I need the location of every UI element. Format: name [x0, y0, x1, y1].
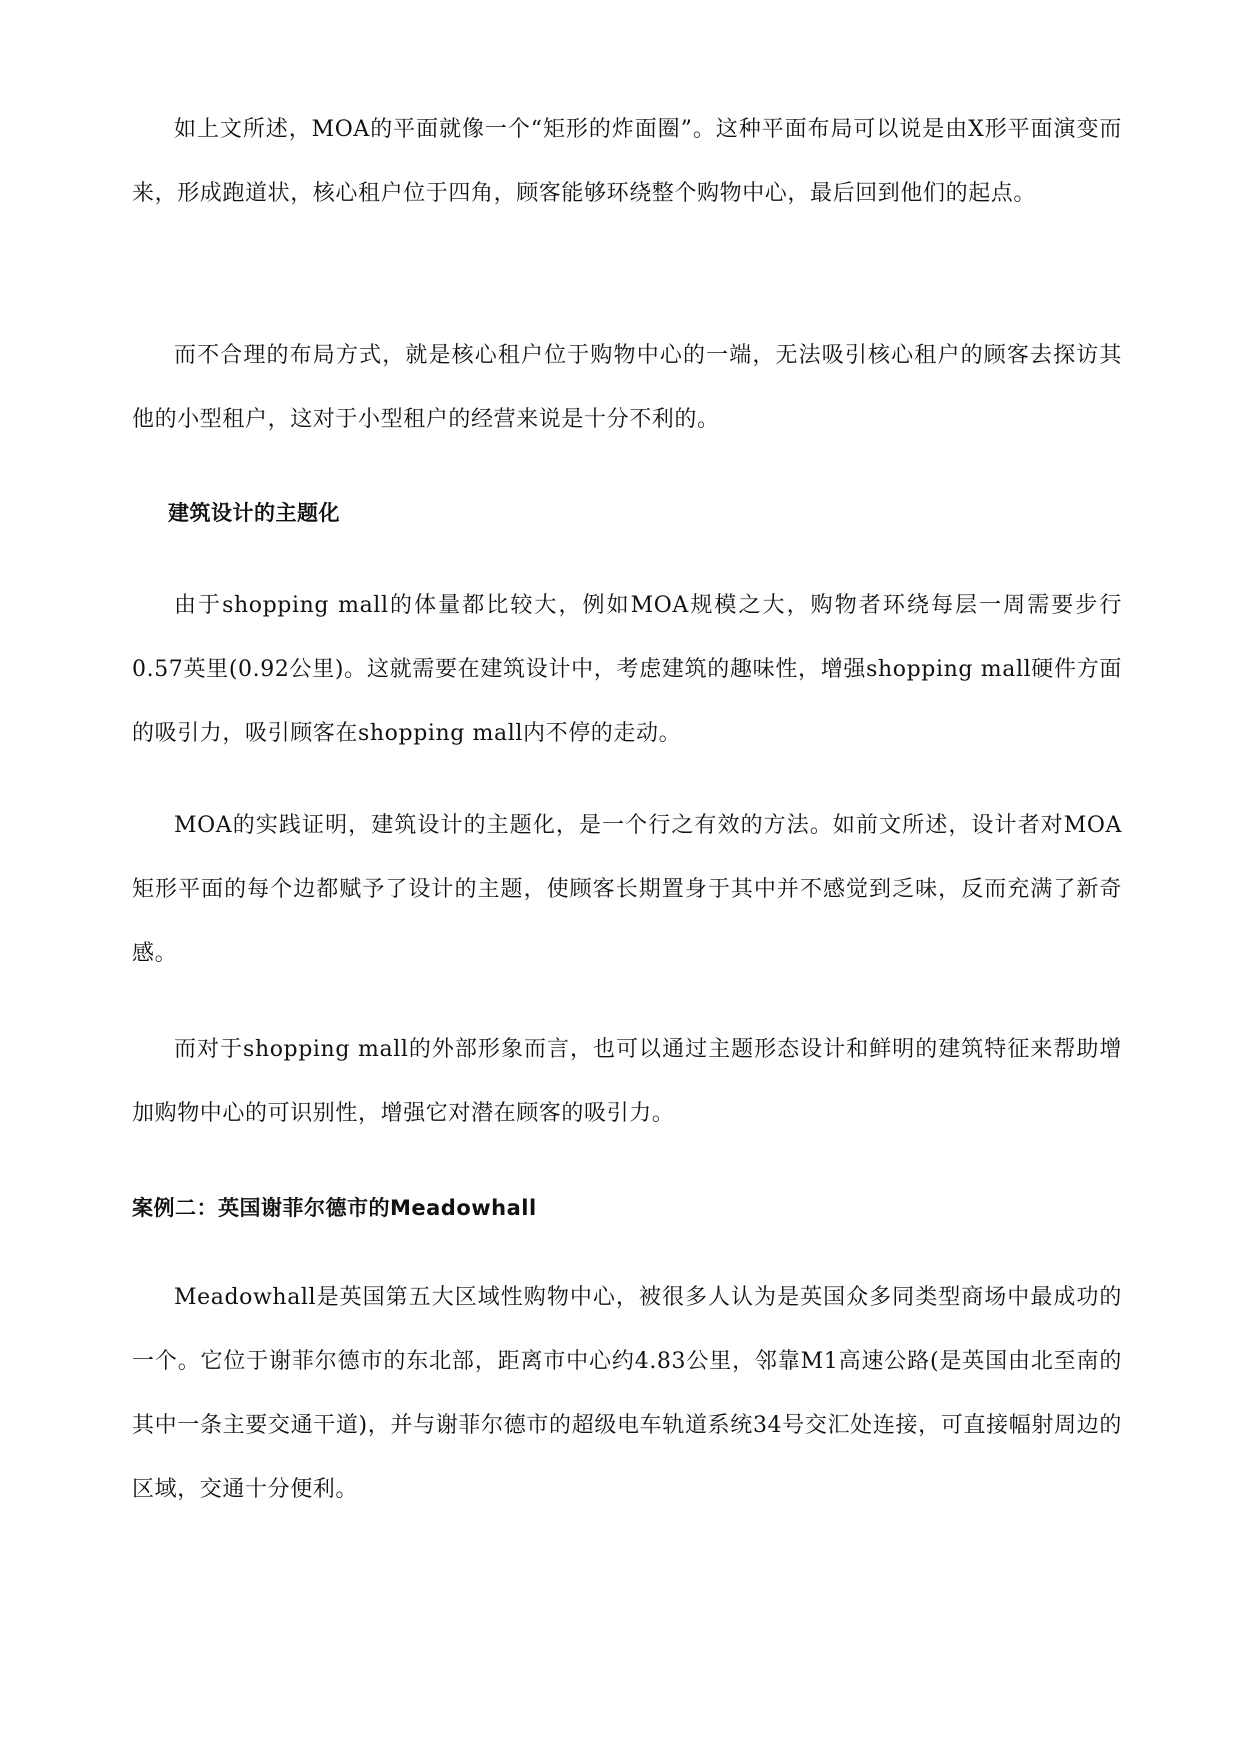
section-heading-case-two: 案例二：英国谢菲尔德市的Meadowhall: [132, 1196, 537, 1220]
section-heading-theming: 建筑设计的主题化: [168, 501, 340, 525]
paragraph-moa-layout: 如上文所述，MOA的平面就像一个“矩形的炸面圈”。这种平面布局可以说是由X形平面演变而来，形成跑道状，核心租户位于四角，顾客能够环绕整个购物中心，最后回到他们的起点。: [132, 117, 1122, 206]
paragraph-exterior-image: 而对于shopping mall的外部形象而言，也可以通过主题形态设计和鲜明的建筑特征来帮助增加购物中心的可识别性，增强它对潜在顾客的吸引力。: [132, 1037, 1122, 1126]
paragraph-mall-scale: 由于shopping mall的体量都比较大，例如MOA规模之大，购物者环绕每层一周需要步行0.57英里(0.92公里)。这就需要在建筑设计中，考虑建筑的趣味性，增强shopping mall硬件方面的吸引力，吸引顾客在shopping mall内不停的走动。: [132, 593, 1122, 746]
paragraph-moa-practice: MOA的实践证明，建筑设计的主题化，是一个行之有效的方法。如前文所述，设计者对MOA矩形平面的每个边都赋予了设计的主题，使顾客长期置身于其中并不感觉到乏味，反而充满了新奇感。: [132, 813, 1122, 966]
paragraph-meadowhall: Meadowhall是英国第五大区域性购物中心，被很多人认为是英国众多同类型商场中最成功的一个。它位于谢菲尔德市的东北部，距离市中心约4.83公里，邻靠M1高速公路(是英国由北至南的其中一条主要交通干道)，并与谢菲尔德市的超级电车轨道系统34号交汇处连接，可直接幅射周边的区域，交通十分便利。: [132, 1285, 1122, 1502]
paragraph-unreasonable-layout: 而不合理的布局方式，就是核心租户位于购物中心的一端，无法吸引核心租户的顾客去探访其他的小型租户，这对于小型租户的经营来说是十分不利的。: [132, 343, 1122, 432]
